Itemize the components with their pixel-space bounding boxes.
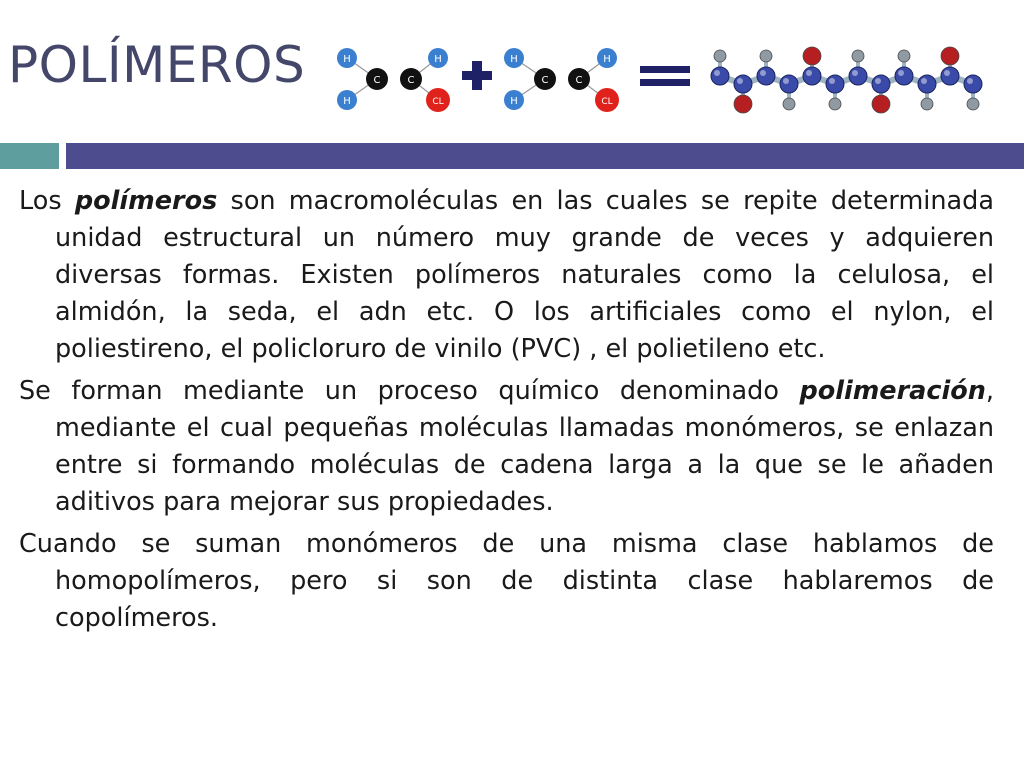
chain-carbon-atom (964, 75, 982, 93)
chain-atom-highlight (944, 70, 950, 76)
accent-bar-teal (0, 143, 59, 169)
chain-chlorine-atom (803, 47, 821, 65)
carbon-atom (366, 68, 388, 90)
chain-atom-highlight (714, 70, 720, 76)
chain-atom-highlight (760, 70, 766, 76)
chain-carbon-atom (918, 75, 936, 93)
chain-carbon-atom (826, 75, 844, 93)
chain-carbon-atom (734, 75, 752, 93)
svg-text:H: H (510, 54, 518, 65)
body-text (19, 183, 994, 637)
paragraph-definition: Los polímeros son macromoléculas en las cuales se repite determinada unidad estructural un número muy grande de veces y adquieren diversas formas. Existen polímeros naturales como la celulosa, el almidón, la seda, el adn etc. O los artificiales como el nylon, el poliestireno, el policloruro de vinilo (PVC) , el polietileno etc. (19, 186, 994, 364)
chain-atom-highlight (875, 78, 881, 84)
chlorine-atom (426, 88, 450, 112)
chain-hydrogen-atom (898, 50, 910, 62)
svg-text:C: C (575, 75, 583, 86)
monomer-1 (337, 48, 450, 112)
carbon-atom (568, 68, 590, 90)
hydrogen-atom (428, 48, 448, 68)
chain-carbon-atom (711, 67, 729, 85)
chain-carbon-atom (872, 75, 890, 93)
svg-text:C: C (373, 75, 381, 86)
chain-carbon-atom (895, 67, 913, 85)
chain-atom-highlight (783, 78, 789, 84)
svg-text:C: C (407, 75, 415, 86)
chain-atom-highlight (852, 70, 858, 76)
svg-text:CL: CL (601, 97, 613, 107)
chain-chlorine-atom (734, 95, 752, 113)
polymerization-diagram (325, 38, 1005, 118)
chlorine-atom (595, 88, 619, 112)
chain-atom-highlight (829, 78, 835, 84)
equals-icon (640, 66, 690, 86)
accent-bar-purple (66, 143, 1024, 169)
hydrogen-atom (504, 48, 524, 68)
polymer-chain (711, 47, 982, 113)
hydrogen-atom (504, 90, 524, 110)
carbon-atom (534, 68, 556, 90)
chain-carbon-atom (803, 67, 821, 85)
chain-carbon-atom (757, 67, 775, 85)
chain-atom-highlight (737, 78, 743, 84)
chain-chlorine-atom (941, 47, 959, 65)
chain-atom-highlight (806, 70, 812, 76)
chain-carbon-atom (941, 67, 959, 85)
chain-hydrogen-atom (829, 98, 841, 110)
hydrogen-atom (337, 48, 357, 68)
hydrogen-atom (337, 90, 357, 110)
chain-atom-highlight (898, 70, 904, 76)
chain-hydrogen-atom (967, 98, 979, 110)
chain-chlorine-atom (872, 95, 890, 113)
svg-text:C: C (541, 75, 549, 86)
paragraph-homopolymers: Cuando se suman monómeros de una misma clase hablamos de homopolímeros, pero si son de distinta clase hablaremos de copolímeros. (19, 529, 994, 633)
svg-text:CL: CL (432, 97, 444, 107)
chain-atom-highlight (967, 78, 973, 84)
svg-text:H: H (510, 96, 518, 107)
svg-text:H: H (343, 96, 351, 107)
emphasis-polimeracion: polimeración (799, 376, 986, 406)
chain-carbon-atom (780, 75, 798, 93)
carbon-atom (400, 68, 422, 90)
svg-text:H: H (434, 54, 442, 65)
monomer-2 (504, 48, 619, 112)
hydrogen-atom (597, 48, 617, 68)
svg-text:H: H (603, 54, 611, 65)
svg-text:H: H (343, 54, 351, 65)
chain-hydrogen-atom (852, 50, 864, 62)
chain-hydrogen-atom (760, 50, 772, 62)
plus-icon (462, 61, 492, 90)
chain-hydrogen-atom (714, 50, 726, 62)
chain-hydrogen-atom (921, 98, 933, 110)
slide-title: POLÍMEROS (8, 36, 306, 94)
chain-atom-highlight (921, 78, 927, 84)
chain-hydrogen-atom (783, 98, 795, 110)
emphasis-polimeros: polímeros (74, 186, 218, 216)
paragraph-polymerization: Se forman mediante un proceso químico denominado polimeración, mediante el cual pequeñas moléculas llamadas monómeros, se enlazan entre si formando moléculas de cadena larga a la que se le añaden aditivos para mejorar sus propiedades. (19, 376, 994, 517)
chain-carbon-atom (849, 67, 867, 85)
